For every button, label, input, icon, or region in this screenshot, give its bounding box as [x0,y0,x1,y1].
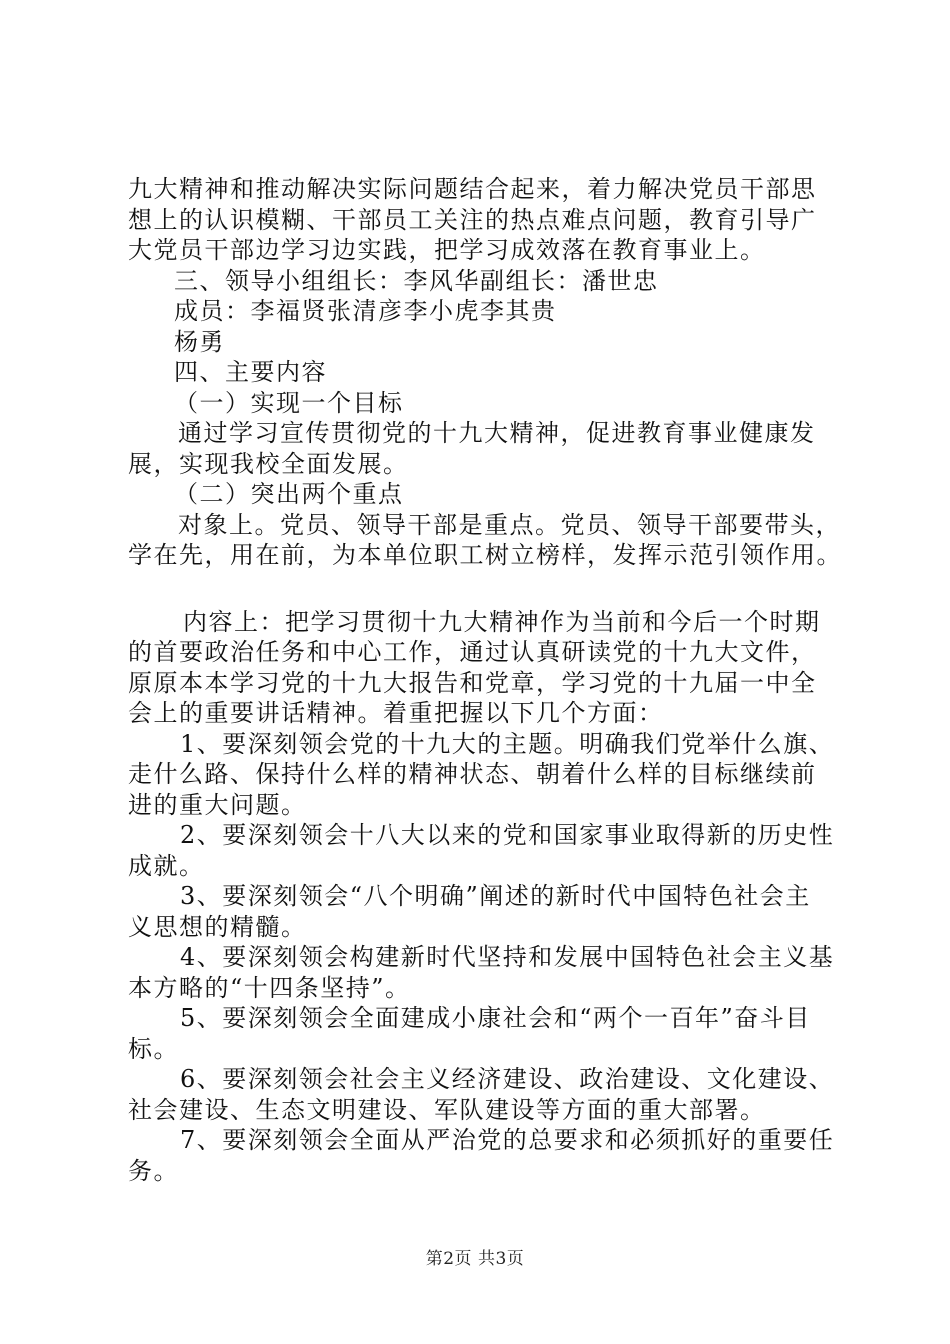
paragraph-line: 成就。 [128,851,205,880]
paragraph-line: 大党员干部边学习边实践，把学习成效落在教育事业上。 [128,236,766,264]
paragraph-line: 标。 [128,1034,179,1063]
list-item: 7、要深刻领会全面从严治党的总要求和必须抓好的重要任 [180,1126,835,1154]
paragraph-line: 成员：李福贤张清彦李小虎李其贵 [174,297,557,325]
list-item: 2、要深刻领会十八大以来的党和国家事业取得新的历史性 [180,821,835,849]
paragraph-line: 对象上。党员、领导干部是重点。党员、领导干部要带头， [178,510,841,539]
list-item: 6、要深刻领会社会主义经济建设、政治建设、文化建设、 [180,1065,835,1093]
paragraph-line: 进的重大问题。 [128,790,307,819]
paragraph-line: 走什么路、保持什么样的精神状态、朝着什么样的目标继续前 [128,760,817,788]
paragraph-line: 学在先，用在前，为本单位职工树立榜样，发挥示范引领作用。 [128,541,842,569]
paragraph-line: 内容上：把学习贯彻十九大精神作为当前和今后一个时期 [183,607,821,636]
list-item: 3、要深刻领会“八个明确”阐述的新时代中国特色社会主 [180,882,811,910]
document-body [128,174,858,1186]
section-heading: 四、主要内容 [174,358,327,386]
paragraph-line: 想上的认识模糊、干部员工关注的热点难点问题，教育引导广 [128,205,817,234]
list-item: 5、要深刻领会全面建成小康社会和“两个一百年”奋斗目 [180,1004,811,1032]
page-number-footer: 第2页 共3页 [425,1249,525,1269]
section-heading: 三、领导小组组长：李风华副组长：潘世忠 [174,266,659,295]
paragraph-line: 会上的重要讲话精神。着重把握以下几个方面： [128,699,664,727]
list-item: 4、要深刻领会构建新时代坚持和发展中国特色社会主义基 [180,943,835,971]
paragraph-line: 的首要政治任务和中心工作，通过认真研读党的十九大文件， [128,638,817,666]
paragraph-line: 社会建设、生态文明建设、军队建设等方面的重大部署。 [128,1095,766,1124]
subsection-heading: （二）突出两个重点 [174,480,404,508]
paragraph-spacer [128,571,858,607]
paragraph-line: 义思想的精髓。 [128,912,307,941]
list-item: 1、要深刻领会党的十九大的主题。明确我们党举什么旗、 [180,729,835,758]
paragraph-line: 本方略的“十四条坚持”。 [128,973,411,1002]
paragraph-line: 展，实现我校全面发展。 [128,449,409,478]
paragraph-line: 原原本本学习党的十九大报告和党章，学习党的十九届一中全 [128,668,817,697]
paragraph-line: 务。 [128,1156,179,1185]
paragraph-line: 九大精神和推动解决实际问题结合起来，着力解决党员干部思 [128,175,817,203]
paragraph-line: 通过学习宣传贯彻党的十九大精神，促进教育事业健康发 [178,419,816,447]
subsection-heading: （一）实现一个目标 [174,388,404,417]
paragraph-line: 杨勇 [174,327,225,356]
